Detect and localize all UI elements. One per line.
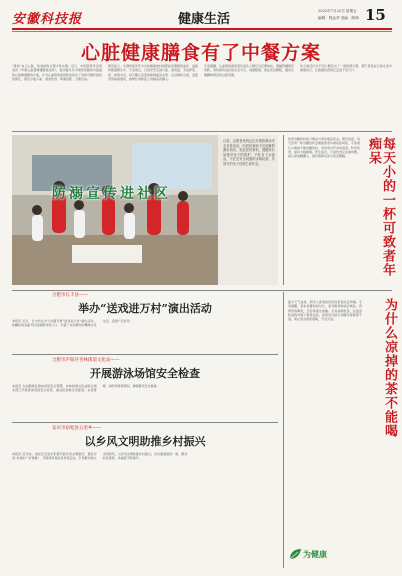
side-feature-body: 饮用含糖饮料的习惯也与老年痴呆有关。研究发现，每天饮用一杯含糖饮料会增加患老年痴呆的风险，专家建议少喝或不喝含糖饮料，多饮用白开水和淡茶，科学饮食，保持大脑健康。医生指出，日常饮食应注重均衡，减少添加糖摄入，保持规律运动与充足睡眠。: [288, 137, 360, 159]
brief-3-kicker: 安庆市宿松县五里乡——: [52, 426, 102, 431]
campaign-block: [12, 135, 278, 285]
brief-2-rule: [12, 354, 278, 355]
side-feature-title: 每天小的一杯可致者年痴呆: [366, 137, 395, 277]
brief-1-kicker: 合肥市长丰县——: [52, 293, 88, 298]
masthead: [0, 0, 402, 30]
page-number: 15: [365, 6, 386, 24]
right-feature-title: 为什么凉掉的茶不能喝: [382, 298, 397, 438]
lead-column-4: 该方案还针对不同人群给出了一周食谱示例，便于居民在日常生活中参照执行，让健康饮食真正走进千家万户。: [300, 64, 392, 73]
newspaper-logo: 安徽科技报: [12, 12, 83, 27]
lead-column-3: 专家提醒，心血管疾病患者及高危人群应当定期体检，遵循医嘱规范用药，同时保持良好的生活方式，戒烟限酒，保证充足睡眠，避免长期精神紧张和过度劳累。: [204, 64, 294, 77]
brief-2: [12, 357, 278, 419]
leaf-icon: [288, 548, 302, 560]
brief-1-title: 举办“送戏进万村”演出活动: [78, 302, 212, 315]
main-headline: 心脏健康膳食有了中餐方案: [80, 42, 321, 64]
brief-2-title: 开展游泳场馆安全检查: [90, 367, 200, 380]
right-feature-footer: 为健康: [303, 549, 327, 559]
campaign-caption: 日前，志愿者来到社区开展防溺水安全宣传活动，向居民和孩子们讲解防溺水知识，发放宣传资料，提醒家长加强对孩子的看护，不私自下水游泳，不在无安全设施的水域玩耍，共同守护孩子们的生命安全。: [223, 139, 275, 166]
campaign-title: 防溺宣传进社区: [52, 186, 171, 202]
brief-1-body: 本报讯 近日，长丰县在多个乡镇开展“送戏进万村”演出活动，将精彩的戏曲节目送到群众家门口，丰富了农村群众的精神文化生活，受到广泛好评。: [12, 319, 133, 328]
masthead-rule: [12, 28, 392, 30]
brief-3-body: 本报讯 近年来，宿松县五里乡积极开展乡风文明建设，通过评选“好媳妇”“好婆婆”、开展移风易俗宣传等活动，引导群众树立文明新风，以乡风文明助推乡村振兴，乡村面貌焕然一新，群众的获得感、幸福感不断提升。: [12, 452, 188, 461]
lead-column-2: 研究显示，中餐传统烹饪方式和健康食材搭配能显著降低血压、血脂和胆固醇水平。专家建议，日常烹饪应减少盐、油用量，多选择蒸、煮、炖等方式，每天摄入足量的新鲜蔬菜水果、全谷物和豆类，适量食用鱼禽蛋奶，控制红肉和加工肉制品的摄入。: [108, 64, 198, 81]
brief-1: [12, 292, 278, 352]
side-divider: [283, 135, 284, 285]
section-title: 健康生活: [178, 12, 231, 27]
campaign-photo: [12, 135, 218, 285]
brief-2-body: 本报讯 为加强辖区游泳场馆安全管理，杏林街道文化站联合相关部门开展游泳场馆安全检查，重点检查救生员配备、水质管理、消防设施等情况，确保群众安全健身。: [12, 384, 160, 393]
right-feature-body: 夏天天气炎热，很多人喜欢把泡好的茶放凉后再喝。专家提醒，茶水放置时间过长，茶多酚等物质会氧化，营养价值降低，还容易滋生细菌。尤其是隔夜茶，在温度较高的环境下极易变质，饮用后可能引起腹泻等肠胃不适。建议茶水现泡现喝，不宜久放。: [288, 300, 362, 322]
brief-3-title: 以乡风文明助推乡村振兴: [84, 435, 206, 448]
mid-rule: [12, 290, 392, 291]
brief-3-rule: [12, 422, 278, 423]
masthead-rule-thin: [12, 31, 392, 32]
lead-bottom-rule: [12, 131, 392, 132]
editors-line: 编辑：程远华 美编：陈海: [318, 16, 359, 20]
right-feature-divider: [283, 292, 284, 568]
brief-3: [12, 425, 278, 567]
lead-column-1: “善待”自己心脏，饮食结构合理才是关键。近日，中国营养学会等发布《中国心血管健康膳食指导》，首次提出以中国传统膳食为基础的心脏健康膳食方案，针对心血管疾病的防治给出了具体可操作的饮食建议，倡导少盐少油、清淡饮食、荤素搭配、合理运动。: [12, 64, 102, 81]
issue-date: 2022年7月22日 星期五: [318, 9, 357, 13]
brief-2-kicker: 合肥市庐阳区杏林街道文化站——: [52, 358, 120, 363]
